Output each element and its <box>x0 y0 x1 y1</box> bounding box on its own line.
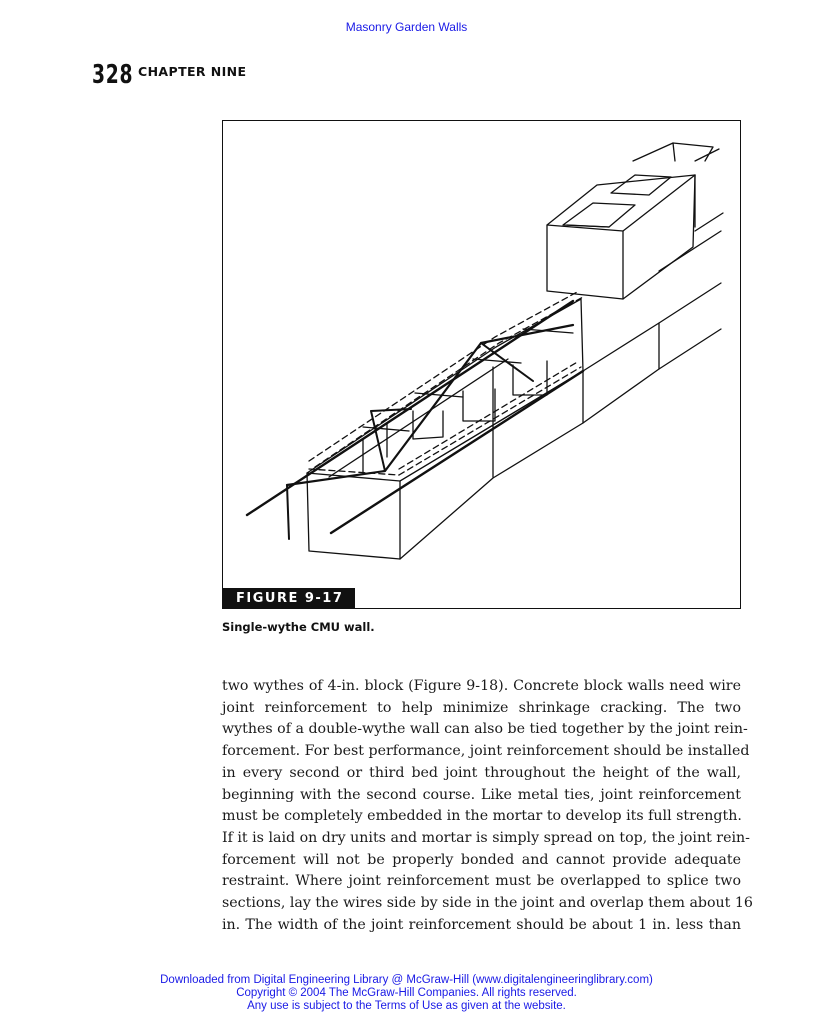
body-line: If it is laid on dry units and mortar is simply spread on top, the joint rein- <box>222 829 750 846</box>
cmu-wall-drawing <box>223 121 740 608</box>
figure-caption: Single-wythe CMU wall. <box>222 620 375 634</box>
page-number: 328 <box>92 60 134 90</box>
header-link-title[interactable]: Masonry Garden Walls <box>345 20 468 34</box>
body-line: beginning with the second course. Like metal ties, joint reinforcement <box>222 786 741 803</box>
body-line: must be completely embedded in the mortar to develop its full strength. <box>222 808 742 825</box>
figure-frame <box>222 120 741 609</box>
body-line: forcement. For best performance, joint reinforcement should be installed <box>222 743 750 760</box>
body-line: forcement will not be properly bonded and cannot provide adequate <box>222 851 741 868</box>
footer <box>0 974 813 1013</box>
body-line: two wythes of 4-in. block (Figure 9-18). Concrete block walls need wire <box>222 678 741 694</box>
body-line: sections, lay the wires side by side in the joint and overlap them about 16 <box>222 895 753 912</box>
footer-copyright: Copyright © 2004 The McGraw-Hill Companies. All rights reserved. <box>236 987 577 999</box>
body-line: restraint. Where joint reinforcement must be overlapped to splice two <box>222 873 741 890</box>
figure-label: FIGURE 9-17 <box>223 588 355 608</box>
body-line: joint reinforcement to help minimize shrinkage cracking. The two <box>222 699 741 716</box>
body-line: in every second or third bed joint throughout the height of the wall, <box>222 764 741 781</box>
body-line: wythes of a double-wythe wall can also be tied together by the joint rein- <box>222 721 748 738</box>
body-text <box>222 676 753 936</box>
footer-terms-link[interactable]: Any use is subject to the Terms of Use as given at the website. <box>247 1000 566 1012</box>
chapter-title: CHAPTER NINE <box>138 64 247 79</box>
footer-download-link[interactable]: Downloaded from Digital Engineering Library @ McGraw-Hill (www.digitalengineeringlibrary.com) <box>160 974 653 986</box>
body-line: in. The width of the joint reinforcement should be about 1 in. less than <box>222 916 741 933</box>
